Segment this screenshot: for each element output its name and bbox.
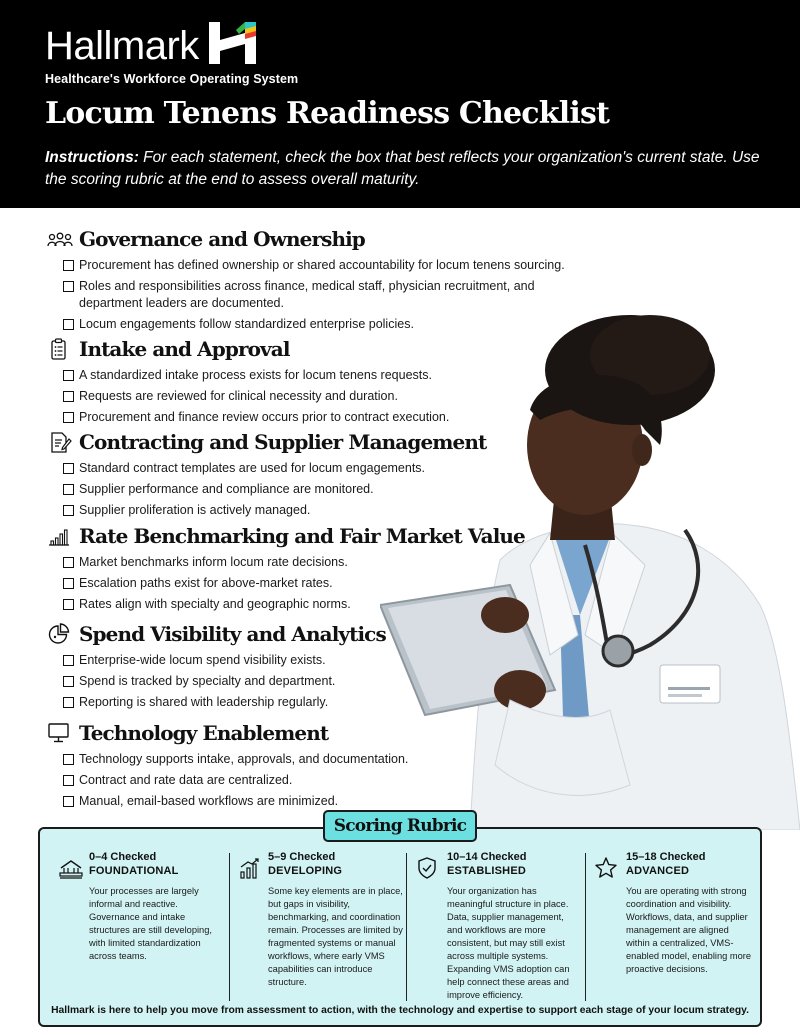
checklist-item-text: Roles and responsibilities across finance, medical staff, physician recruitment, and department leaders are documented.: [79, 279, 535, 310]
checklist-item: [63, 278, 583, 312]
section-governance: [47, 225, 583, 333]
checkbox[interactable]: [63, 281, 74, 292]
checkbox[interactable]: [63, 391, 74, 402]
checklist-item-text: A standardized intake process exists for locum tenens requests.: [79, 368, 432, 382]
section-header: [47, 335, 583, 363]
checklist-item: [63, 652, 583, 669]
checkbox[interactable]: [63, 557, 74, 568]
section-spend-visibility: [47, 620, 583, 711]
brand-logo: [45, 22, 298, 86]
checkbox[interactable]: [63, 484, 74, 495]
checklist-item: [63, 673, 583, 690]
checklist-item-text: Supplier performance and compliance are monitored.: [79, 482, 374, 496]
section-title: Technology Enablement: [79, 721, 329, 745]
people-group-icon: [47, 228, 73, 250]
shield-check-icon: [415, 856, 441, 880]
section-header: [47, 719, 583, 747]
checklist: [63, 367, 583, 426]
checklist: [63, 652, 583, 711]
checklist-item-text: Technology supports intake, approvals, and documentation.: [79, 752, 409, 766]
level-description: Your processes are largely informal and reactive. Governance and intake structures are still developing, with limited standardization across teams.: [89, 886, 212, 961]
checkbox[interactable]: [63, 260, 74, 271]
level-name: ADVANCED: [626, 865, 690, 877]
checklist-item-text: Enterprise-wide locum spend visibility exists.: [79, 653, 326, 667]
checkbox[interactable]: [63, 578, 74, 589]
checkbox[interactable]: [63, 370, 74, 381]
checklist-item: [63, 772, 583, 789]
checklist-item: [63, 554, 583, 571]
section-header: [47, 428, 583, 456]
checklist-item: [63, 575, 583, 592]
brand-name: Hallmark: [45, 24, 199, 68]
checklist-item: [63, 460, 583, 477]
checklist-item: [63, 257, 583, 274]
section-technology: [47, 719, 583, 810]
checkbox[interactable]: [63, 697, 74, 708]
section-rate-benchmarking: [47, 522, 583, 613]
checklist-item-text: Reporting is shared with leadership regularly.: [79, 695, 329, 709]
page-title: Locum Tenens Readiness Checklist: [45, 96, 610, 131]
section-intake: [47, 335, 583, 426]
checkbox[interactable]: [63, 319, 74, 330]
checklist-item-text: Contract and rate data are centralized.: [79, 773, 293, 787]
rubric-divider: [585, 853, 586, 1001]
monitor-icon: [47, 722, 73, 744]
checkbox[interactable]: [63, 463, 74, 474]
footer-note: Hallmark is here to help you move from assessment to action, with the technology and expertise to support each stage of your locum strategy.: [51, 1005, 749, 1016]
level-range: 15–18 Checked: [626, 851, 706, 863]
section-title: Spend Visibility and Analytics: [79, 622, 386, 646]
section-title: Governance and Ownership: [79, 227, 365, 251]
checklist-item-text: Spend is tracked by specialty and department.: [79, 674, 336, 688]
hallmark-h-icon: [209, 20, 257, 66]
rubric-level-foundational: [89, 850, 239, 963]
level-range: 0–4 Checked: [89, 851, 157, 863]
rubric-level-developing: [268, 850, 418, 989]
foundation-icon: [58, 856, 84, 880]
checkbox[interactable]: [63, 754, 74, 765]
checklist-item: [63, 409, 583, 426]
checklist-item-text: Rates align with specialty and geographic norms.: [79, 597, 351, 611]
checklist-item: [63, 694, 583, 711]
bar-chart-icon: [47, 525, 73, 547]
section-title: Intake and Approval: [79, 337, 290, 361]
rubric-divider: [406, 853, 407, 1001]
level-description: You are operating with strong coordination and visibility. Workflows, data, and supplier management are aligned within a centralized, VMS-enabled model, enabling more proactive decisions.: [626, 886, 752, 974]
growth-chart-icon: [238, 856, 264, 880]
pie-chart-icon: [47, 623, 73, 645]
checklist-item: [63, 502, 583, 519]
checkbox[interactable]: [63, 796, 74, 807]
checklist-item: [63, 388, 583, 405]
level-name: ESTABLISHED: [447, 865, 527, 877]
instructions-label: Instructions:: [45, 149, 139, 166]
checklist: [63, 460, 583, 519]
instructions-text: For each statement, check the box that best reflects your organization's current state. Use the scoring rubric at the end to assess overall maturity.: [45, 149, 760, 188]
rubric-divider: [229, 853, 230, 1001]
checkbox[interactable]: [63, 655, 74, 666]
checklist-item-text: Requests are reviewed for clinical necessity and duration.: [79, 389, 398, 403]
checkbox[interactable]: [63, 599, 74, 610]
instructions: [45, 147, 765, 191]
section-title: Rate Benchmarking and Fair Market Value: [79, 524, 525, 548]
level-description: Your organization has meaningful structure in place. Data, supplier management, and workflows are more consistent, but may still exist across multiple systems. Expanding VMS adoption can help connect these areas and improve efficiency.: [447, 886, 570, 1000]
checklist-item: [63, 367, 583, 384]
section-header: [47, 522, 583, 550]
checklist-item: [63, 751, 583, 768]
contract-pen-icon: [47, 431, 73, 453]
rubric-level-advanced: [626, 850, 776, 976]
checklist: [63, 257, 583, 333]
checklist-item-text: Escalation paths exist for above-market rates.: [79, 576, 333, 590]
clipboard-list-icon: [47, 338, 73, 360]
checklist-item-text: Standard contract templates are used for locum engagements.: [79, 461, 426, 475]
checklist-item: [63, 481, 583, 498]
checklist-item: [63, 316, 583, 333]
section-header: [47, 225, 583, 253]
checkbox[interactable]: [63, 775, 74, 786]
checklist-item-text: Procurement has defined ownership or shared accountability for locum tenens sourcing.: [79, 258, 565, 272]
checkbox[interactable]: [63, 676, 74, 687]
header-banner: [0, 0, 800, 208]
level-range: 5–9 Checked: [268, 851, 336, 863]
section-header: [47, 620, 583, 648]
checkbox[interactable]: [63, 412, 74, 423]
level-description: Some key elements are in place, but gaps in visibility, benchmarking, and coordination remain. Processes are limited by fragmented systems or manual workflows, where early VMS capabilities can introduce structure.: [268, 886, 403, 987]
checkbox[interactable]: [63, 505, 74, 516]
checklist-item: [63, 793, 583, 810]
section-title: Contracting and Supplier Management: [79, 430, 487, 454]
checklist-item-text: Market benchmarks inform locum rate decisions.: [79, 555, 348, 569]
checklist-item-text: Locum engagements follow standardized enterprise policies.: [79, 317, 414, 331]
checklist-item-text: Manual, email-based workflows are minimized.: [79, 794, 339, 808]
checklist-item: [63, 596, 583, 613]
rubric-title: Scoring Rubric: [323, 810, 477, 842]
brand-tagline: Healthcare's Workforce Operating System: [45, 72, 299, 86]
rubric-level-established: [447, 850, 597, 1002]
star-icon: [594, 856, 620, 880]
checklist-item-text: Procurement and finance review occurs prior to contract execution.: [79, 410, 450, 424]
section-contracting: [47, 428, 583, 519]
checklist: [63, 554, 583, 613]
checklist: [63, 751, 583, 810]
checklist-item-text: Supplier proliferation is actively managed.: [79, 503, 311, 517]
level-name: FOUNDATIONAL: [89, 865, 179, 877]
level-name: DEVELOPING: [268, 865, 343, 877]
level-range: 10–14 Checked: [447, 851, 527, 863]
